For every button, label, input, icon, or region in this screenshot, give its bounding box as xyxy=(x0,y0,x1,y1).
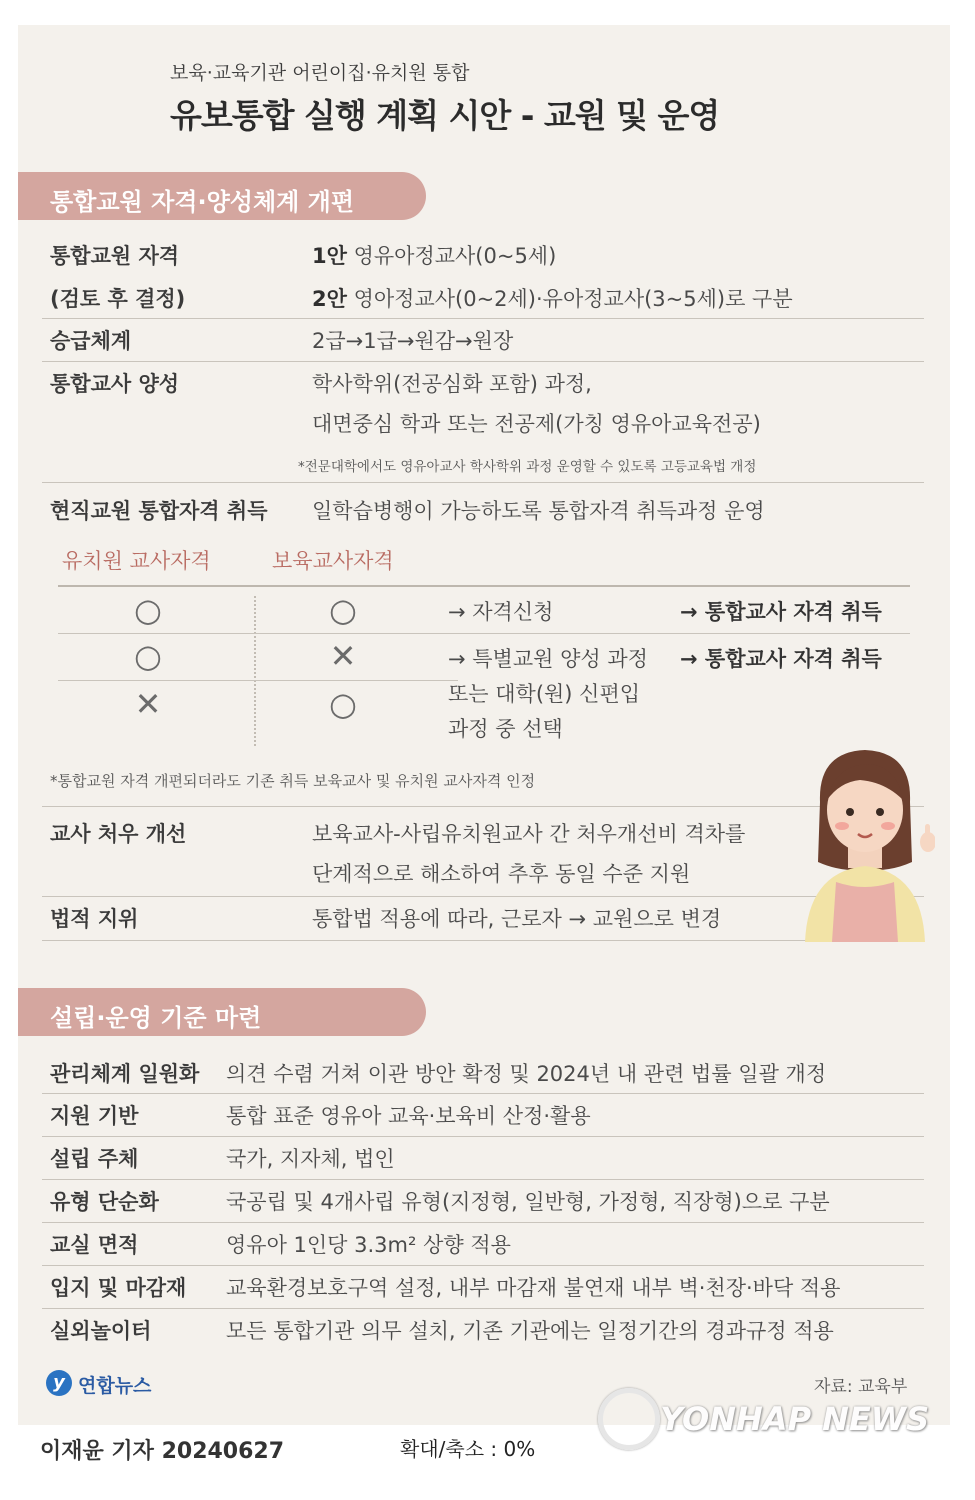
grade-value: 2급→1급→원감→원장 xyxy=(312,329,514,353)
s2-row-value: 교육환경보호구역 설정, 내부 마감재 불연재 내부 벽·천장·바닥 적용 xyxy=(226,1276,841,1300)
watermark-logo-icon xyxy=(598,1388,660,1450)
row1-col2-mark: ○ xyxy=(329,591,357,629)
qual-plan-2 xyxy=(312,283,793,313)
plan2-text: 영아정교사(0~2세)·유아정교사(3~5세)로 구분 xyxy=(346,287,793,311)
subtitle: 보육·교육기관 어린이집·유치원 통합 xyxy=(170,62,470,84)
section1-banner xyxy=(18,172,426,220)
s2-row-label: 설립 주체 xyxy=(50,1147,139,1171)
s2-row-label: 교실 면적 xyxy=(50,1233,139,1257)
divider xyxy=(42,1136,924,1137)
s2-row-label: 실외놀이터 xyxy=(50,1319,152,1343)
legal-value: 통합법 적용에 따라, 근로자 → 교원으로 변경 xyxy=(312,907,722,931)
s2-row-value: 영유아 1인당 3.3m² 상향 적용 xyxy=(226,1233,511,1257)
treat-value-2: 단계적으로 해소하여 추후 동일 수준 지원 xyxy=(312,862,691,886)
row2-col1-mark: ○ xyxy=(134,637,162,675)
zoom-level: 확대/축소 : 0% xyxy=(400,1437,536,1461)
s2-row-label: 관리체계 일원화 xyxy=(50,1062,200,1086)
s2-row-label: 유형 단순화 xyxy=(50,1190,159,1214)
table-row-divider xyxy=(58,633,910,634)
row1-step: → 자격신청 xyxy=(448,600,554,624)
plan2-tag: 2안 xyxy=(312,287,347,311)
s2-row-label: 입지 및 마감재 xyxy=(50,1276,187,1300)
reporter-credit: 이재윤 기자 20240627 xyxy=(40,1439,285,1464)
qual-plan-1 xyxy=(312,240,556,270)
section2-banner xyxy=(18,988,426,1036)
legal-label: 법적 지위 xyxy=(50,907,139,931)
train-value-2: 대면중심 학과 또는 전공제(가칭 영유아교육전공) xyxy=(312,412,761,436)
divider xyxy=(42,1222,924,1223)
logo-text: 연합뉴스 xyxy=(78,1375,152,1397)
row2-col2-mark: ✕ xyxy=(329,637,357,675)
divider xyxy=(42,318,924,319)
row3-col1-mark: ✕ xyxy=(134,685,162,723)
row1-result: → 통합교사 자격 취득 xyxy=(680,600,882,624)
s2-row-value: 의견 수렴 거쳐 이관 방안 확정 및 2024년 내 관련 법률 일괄 개정 xyxy=(226,1062,827,1086)
qual-label-1: 통합교원 자격 xyxy=(50,244,180,268)
table-col1-header: 유치원 교사자격 xyxy=(62,549,211,573)
table-top-rule xyxy=(58,585,910,587)
page-title: 유보통합 실행 계획 시안 - 교원 및 운영 xyxy=(170,96,720,135)
s2-row-label: 지원 기반 xyxy=(50,1104,139,1128)
s2-row-value: 모든 통합기관 의무 설치, 기존 기관에는 일정기간의 경과규정 적용 xyxy=(226,1319,834,1343)
row3-col2-mark: ○ xyxy=(329,685,357,723)
train-note: *전문대학에서도 영유아교사 학사학위 과정 운영할 수 있도록 고등교육법 개정 xyxy=(298,459,757,475)
plan1-text: 영유아정교사(0~5세) xyxy=(346,244,557,268)
yonhap-logo-icon: y xyxy=(46,1370,72,1396)
current-value: 일학습병행이 가능하도록 통합자격 취득과정 운영 xyxy=(312,499,765,523)
s2-row-value: 통합 표준 영유아 교육·보육비 산정·활용 xyxy=(226,1104,591,1128)
row2-step-2: 또는 대학(원) 신편입 xyxy=(448,682,641,706)
table-dotted-divider xyxy=(254,596,256,746)
grade-label: 승급체계 xyxy=(50,329,132,353)
teacher-illustration xyxy=(790,742,935,942)
current-label: 현직교원 통합자격 취득 xyxy=(50,499,268,523)
section2-banner-label: 설립·운영 기준 마련 xyxy=(50,1004,262,1032)
row1-col1-mark: ○ xyxy=(134,591,162,629)
section1-banner-label: 통합교원 자격·양성체계 개편 xyxy=(50,188,355,216)
divider xyxy=(42,361,924,362)
plan1-tag: 1안 xyxy=(312,244,347,268)
qual-label-2: (검토 후 결정) xyxy=(50,287,186,311)
table-row-divider xyxy=(58,680,458,681)
divider xyxy=(42,482,924,483)
table-col2-header: 보육교사자격 xyxy=(272,549,394,573)
row2-step-3: 과정 중 선택 xyxy=(448,717,563,741)
divider xyxy=(42,1093,924,1094)
divider xyxy=(42,1179,924,1180)
table-note: *통합교원 자격 개편되더라도 기존 취득 보육교사 및 유치원 교사자격 인정 xyxy=(50,772,536,790)
divider xyxy=(42,1265,924,1266)
treat-label: 교사 처우 개선 xyxy=(50,822,187,846)
s2-row-value: 국공립 및 4개사립 유형(지정형, 일반형, 가정형, 직장형)으로 구분 xyxy=(226,1190,830,1214)
watermark: YONHAP NEWS xyxy=(660,1400,930,1438)
train-label: 통합교사 양성 xyxy=(50,372,180,396)
train-value-1: 학사학위(전공심화 포함) 과정, xyxy=(312,372,592,396)
source: 자료: 교육부 xyxy=(814,1377,908,1397)
treat-value-1: 보육교사-사립유치원교사 간 처우개선비 격차를 xyxy=(312,822,746,846)
divider xyxy=(42,1308,924,1309)
row2-step-1: → 특별교원 양성 과정 xyxy=(448,647,648,671)
row2-result: → 통합교사 자격 취득 xyxy=(680,647,882,671)
s2-row-value: 국가, 지자체, 법인 xyxy=(226,1147,395,1171)
